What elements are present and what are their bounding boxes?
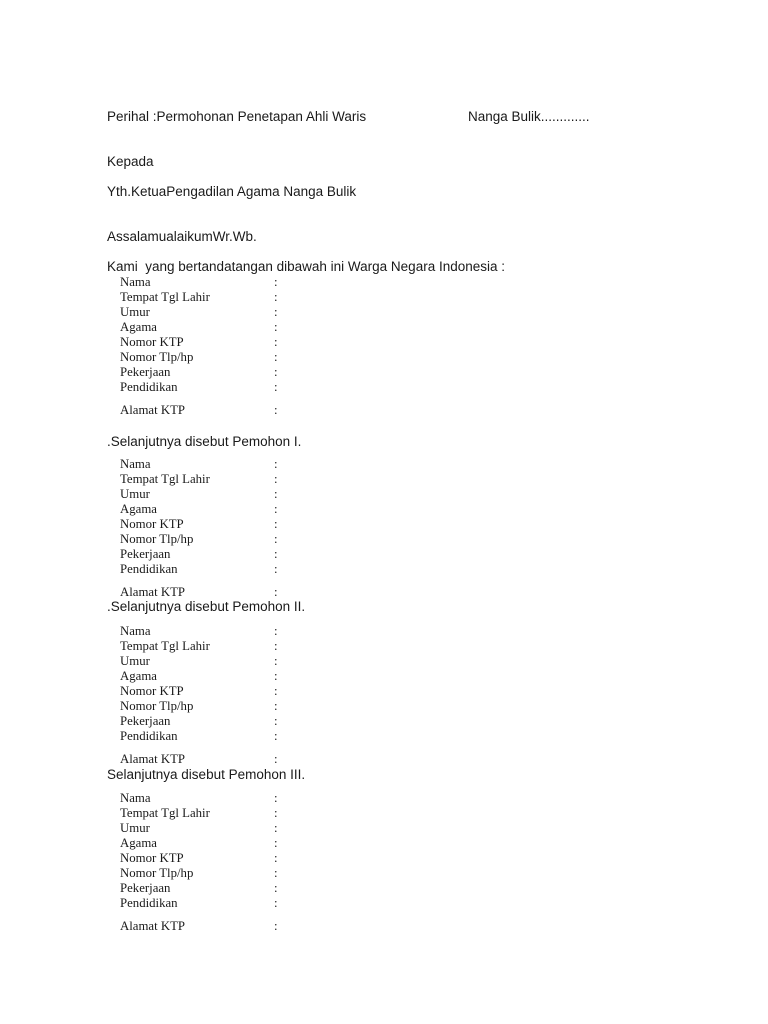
field-label: Tempat Tgl Lahir [120,639,210,653]
field-colon: : [274,699,278,713]
field-colon: : [274,487,278,501]
field-colon: : [274,752,278,766]
field-label: Agama [120,320,157,334]
field-label: Umur [120,821,150,835]
field-label: Nomor KTP [120,851,184,865]
field-colon: : [274,320,278,334]
place-date: Nanga Bulik............. [468,109,590,124]
field-label: Pendidikan [120,380,178,394]
kepada-label: Kepada [107,154,154,169]
field-colon: : [274,836,278,850]
field-label: Nomor Tlp/hp [120,532,194,546]
greeting: AssalamualaikumWr.Wb. [107,229,257,244]
field-colon: : [274,669,278,683]
field-label: Nama [120,624,151,638]
field-colon: : [274,275,278,289]
field-label: Nama [120,791,151,805]
field-colon: : [274,502,278,516]
field-colon: : [274,806,278,820]
field-colon: : [274,335,278,349]
field-label: Nomor KTP [120,517,184,531]
field-colon: : [274,380,278,394]
field-label: Alamat KTP [120,403,186,417]
addressee: Yth.KetuaPengadilan Agama Nanga Bulik [107,184,357,199]
field-label: Agama [120,502,157,516]
pemohon-closing: .Selanjutnya disebut Pemohon I. [107,434,302,449]
field-colon: : [274,585,278,599]
field-label: Nomor Tlp/hp [120,350,194,364]
pemohon-closing: .Selanjutnya disebut Pemohon II. [107,599,306,614]
field-colon: : [274,791,278,805]
field-colon: : [274,532,278,546]
field-label: Pendidikan [120,562,178,576]
field-label: Nomor KTP [120,335,184,349]
field-colon: : [274,729,278,743]
field-colon: : [274,881,278,895]
field-label: Nama [120,457,151,471]
field-colon: : [274,639,278,653]
field-colon: : [274,684,278,698]
field-colon: : [274,714,278,728]
field-label: Umur [120,654,150,668]
subject-line: Perihal :Permohonan Penetapan Ahli Waris [107,109,367,124]
field-colon: : [274,403,278,417]
field-colon: : [274,457,278,471]
field-colon: : [274,821,278,835]
field-colon: : [274,472,278,486]
field-colon: : [274,562,278,576]
intro-text: Kami yang bertandatangan dibawah ini Warga Negara Indonesia : [107,259,506,274]
field-colon: : [274,896,278,910]
pemohon-closing: Selanjutnya disebut Pemohon III. [107,767,306,782]
field-label: Alamat KTP [120,919,186,933]
field-label: Nomor KTP [120,684,184,698]
field-colon: : [274,624,278,638]
field-label: Nomor Tlp/hp [120,866,194,880]
field-label: Tempat Tgl Lahir [120,806,210,820]
field-colon: : [274,654,278,668]
field-label: Pendidikan [120,896,178,910]
field-label: Alamat KTP [120,585,186,599]
field-label: Tempat Tgl Lahir [120,472,210,486]
field-label: Agama [120,836,157,850]
field-colon: : [274,547,278,561]
field-colon: : [274,365,278,379]
field-label: Agama [120,669,157,683]
field-colon: : [274,350,278,364]
field-label: Alamat KTP [120,752,186,766]
field-colon: : [274,866,278,880]
field-label: Pendidikan [120,729,178,743]
field-label: Pekerjaan [120,714,171,728]
field-label: Pekerjaan [120,365,171,379]
field-colon: : [274,851,278,865]
field-label: Umur [120,487,150,501]
field-label: Pekerjaan [120,881,171,895]
field-label: Nama [120,275,151,289]
field-colon: : [274,290,278,304]
field-label: Tempat Tgl Lahir [120,290,210,304]
field-colon: : [274,919,278,933]
field-colon: : [274,517,278,531]
field-label: Pekerjaan [120,547,171,561]
field-label: Nomor Tlp/hp [120,699,194,713]
field-label: Umur [120,305,150,319]
field-colon: : [274,305,278,319]
